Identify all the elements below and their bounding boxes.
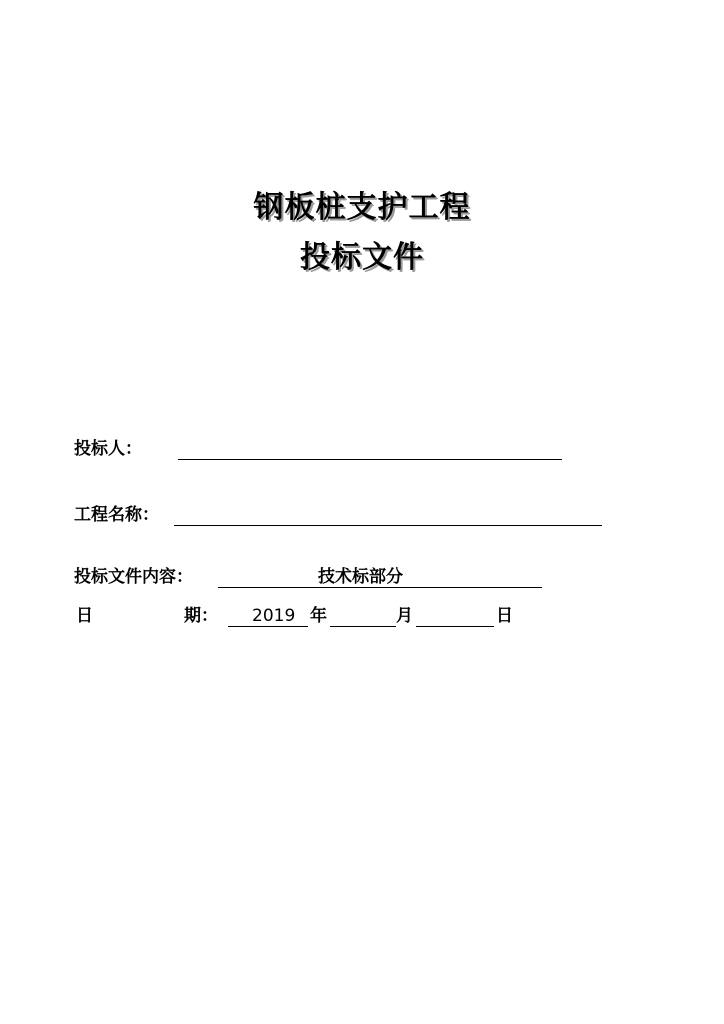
project-name-label: 工程名称： bbox=[74, 505, 159, 525]
content-label: 投标文件内容： bbox=[74, 567, 193, 587]
date-day-underline bbox=[416, 626, 494, 627]
date-year-value: 2019 bbox=[252, 606, 296, 626]
bidder-field bbox=[74, 437, 574, 461]
date-field bbox=[76, 604, 536, 628]
date-month-underline bbox=[330, 626, 396, 627]
date-label-period: 期： bbox=[184, 606, 218, 626]
date-day-unit: 日 bbox=[496, 606, 513, 626]
document-title: 钢板桩支护工程 bbox=[253, 190, 471, 225]
date-label-day: 日 bbox=[76, 606, 93, 626]
date-year-unit: 年 bbox=[310, 606, 327, 626]
date-month-unit: 月 bbox=[396, 606, 413, 626]
content-value: 技术标部分 bbox=[318, 567, 403, 587]
document-subtitle: 投标文件 bbox=[300, 240, 424, 275]
project-name-underline bbox=[174, 525, 602, 526]
bidder-underline bbox=[178, 459, 562, 460]
project-name-field bbox=[74, 503, 614, 527]
bidder-label: 投标人： bbox=[74, 439, 142, 459]
content-field bbox=[74, 565, 554, 589]
